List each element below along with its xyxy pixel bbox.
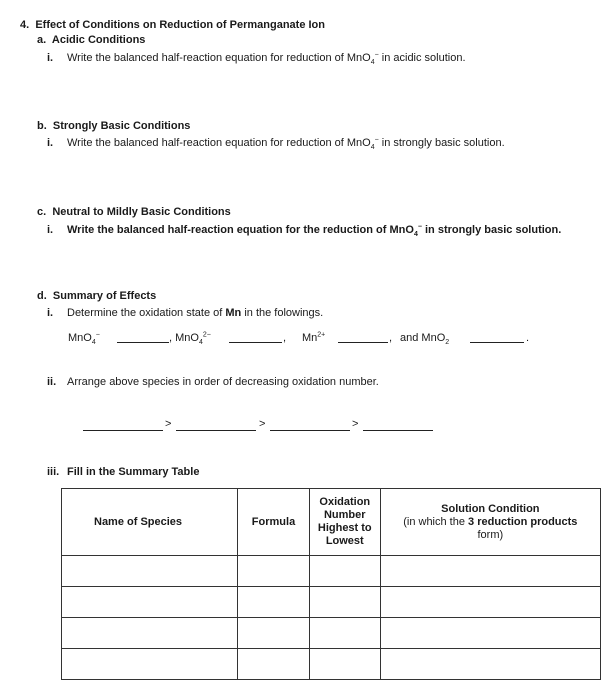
item-number: iii. bbox=[47, 466, 60, 478]
item-text-end: in the folowings. bbox=[241, 307, 324, 319]
section-b-heading bbox=[37, 120, 190, 133]
species-mno4-2minus bbox=[169, 332, 211, 345]
header-line: Solution Condition bbox=[441, 502, 540, 515]
species-mno4-minus bbox=[68, 332, 100, 345]
table-row bbox=[62, 618, 601, 649]
greater-than-sign: > bbox=[165, 418, 172, 430]
subscript: 4 bbox=[370, 59, 375, 67]
header-line: (in which the bbox=[403, 515, 469, 528]
header-solution-condition bbox=[380, 489, 600, 556]
section-c-letter: c. bbox=[37, 206, 47, 218]
superscript: 2− bbox=[202, 331, 211, 339]
superscript: − bbox=[95, 331, 100, 339]
section-d-title: Summary of Effects bbox=[52, 290, 157, 302]
item-number: i. bbox=[47, 137, 54, 149]
table-cell[interactable] bbox=[380, 618, 600, 649]
answer-area-c[interactable] bbox=[67, 240, 587, 286]
subscript: 4 bbox=[413, 231, 418, 239]
item-text: Determine the oxidation state of bbox=[67, 307, 226, 319]
table-cell[interactable] bbox=[380, 587, 600, 618]
item-text: Arrange above species in order of decreasing oxidation number. bbox=[67, 376, 379, 388]
blank-mn2plus[interactable] bbox=[338, 333, 388, 343]
comma: , bbox=[389, 332, 393, 344]
section-b-item-i bbox=[47, 137, 505, 150]
question-title: Effect of Conditions on Reduction of Permanganate Ion bbox=[35, 19, 325, 31]
blank-mno4-2minus[interactable] bbox=[229, 333, 282, 343]
item-number: ii. bbox=[47, 376, 57, 388]
subscript: 4 bbox=[370, 144, 375, 152]
table-row bbox=[62, 587, 601, 618]
section-d-heading bbox=[37, 290, 156, 303]
blank-mno2[interactable] bbox=[470, 333, 524, 343]
answer-area-a[interactable] bbox=[67, 68, 587, 116]
table-row bbox=[62, 556, 601, 587]
species-formula: MnO bbox=[68, 332, 92, 344]
greater-than-sign: > bbox=[259, 418, 266, 430]
blank-mno4-minus[interactable] bbox=[117, 333, 169, 343]
table-header-row bbox=[62, 489, 601, 556]
greater-than-sign: > bbox=[352, 418, 359, 430]
period: . bbox=[526, 332, 530, 344]
header-line-bold: 3 reduction products bbox=[468, 515, 578, 528]
table-cell[interactable] bbox=[309, 587, 380, 618]
table-cell[interactable] bbox=[238, 649, 310, 680]
table-cell[interactable] bbox=[309, 618, 380, 649]
table-cell[interactable] bbox=[62, 649, 238, 680]
item-text: Write the balanced half-reaction equation for reduction of MnO bbox=[67, 52, 371, 64]
table-cell[interactable] bbox=[62, 587, 238, 618]
table-cell[interactable] bbox=[238, 587, 310, 618]
header-line: Number bbox=[323, 509, 366, 521]
section-a-heading bbox=[37, 34, 145, 47]
header-line: Lowest bbox=[325, 535, 364, 547]
table-cell[interactable] bbox=[238, 618, 310, 649]
species-mn2plus bbox=[302, 332, 325, 345]
header-line: Highest to bbox=[317, 522, 372, 534]
section-a-letter: a. bbox=[37, 34, 47, 46]
table-cell[interactable] bbox=[238, 556, 310, 587]
item-text-end: in acidic solution. bbox=[378, 52, 466, 64]
species-formula: and MnO bbox=[400, 332, 446, 344]
answer-area-b[interactable] bbox=[67, 153, 587, 201]
question-4-title bbox=[20, 19, 325, 32]
section-d-letter: d. bbox=[37, 290, 47, 302]
question-number: 4. bbox=[20, 19, 30, 31]
subscript: 2 bbox=[445, 339, 450, 347]
section-b-letter: b. bbox=[37, 120, 47, 132]
superscript: − bbox=[374, 136, 379, 144]
superscript: − bbox=[374, 51, 379, 59]
order-blank-3[interactable] bbox=[270, 421, 350, 431]
summary-table bbox=[61, 488, 601, 680]
item-text-bold: Mn bbox=[225, 307, 242, 319]
table-cell[interactable] bbox=[309, 556, 380, 587]
subscript: 4 bbox=[91, 339, 96, 347]
header-line: Oxidation bbox=[319, 496, 371, 508]
item-number: i. bbox=[47, 224, 54, 236]
superscript: − bbox=[417, 223, 422, 231]
table-cell[interactable] bbox=[380, 556, 600, 587]
section-d-item-ii bbox=[47, 376, 379, 389]
item-text: Write the balanced half-reaction equation for reduction of MnO bbox=[67, 137, 371, 149]
section-d-item-i bbox=[47, 307, 323, 320]
subscript: 4 bbox=[198, 339, 203, 347]
comma: , bbox=[169, 332, 173, 344]
table-row bbox=[62, 649, 601, 680]
species-formula: MnO bbox=[175, 332, 199, 344]
header-name-of-species: Name of Species bbox=[62, 489, 238, 556]
species-mno2 bbox=[400, 332, 449, 345]
header-oxidation-number bbox=[309, 489, 380, 556]
section-c-item-i bbox=[47, 224, 561, 237]
item-text-end: in strongly basic solution. bbox=[378, 137, 505, 149]
item-number: i. bbox=[47, 307, 54, 319]
item-text-end: in strongly basic solution. bbox=[421, 224, 562, 236]
order-blank-1[interactable] bbox=[83, 421, 163, 431]
table-cell[interactable] bbox=[62, 618, 238, 649]
section-a-title: Acidic Conditions bbox=[51, 34, 146, 46]
species-formula: Mn bbox=[302, 332, 318, 344]
header-line: form) bbox=[477, 528, 504, 541]
section-d-item-iii bbox=[47, 466, 199, 479]
order-blank-4[interactable] bbox=[363, 421, 433, 431]
item-text: Write the balanced half-reaction equation for the reduction of MnO bbox=[67, 224, 414, 236]
table-cell[interactable] bbox=[309, 649, 380, 680]
header-formula: Formula bbox=[238, 489, 310, 556]
section-b-title: Strongly Basic Conditions bbox=[52, 120, 191, 132]
table-cell[interactable] bbox=[380, 649, 600, 680]
superscript: 2+ bbox=[317, 331, 326, 339]
comma: , bbox=[283, 332, 287, 344]
section-c-heading bbox=[37, 206, 231, 219]
section-a-item-i bbox=[47, 52, 466, 65]
table-cell[interactable] bbox=[62, 556, 238, 587]
item-text: Fill in the Summary Table bbox=[67, 466, 200, 478]
section-c-title: Neutral to Mildly Basic Conditions bbox=[52, 206, 231, 218]
item-number: i. bbox=[47, 52, 54, 64]
order-blank-2[interactable] bbox=[176, 421, 256, 431]
